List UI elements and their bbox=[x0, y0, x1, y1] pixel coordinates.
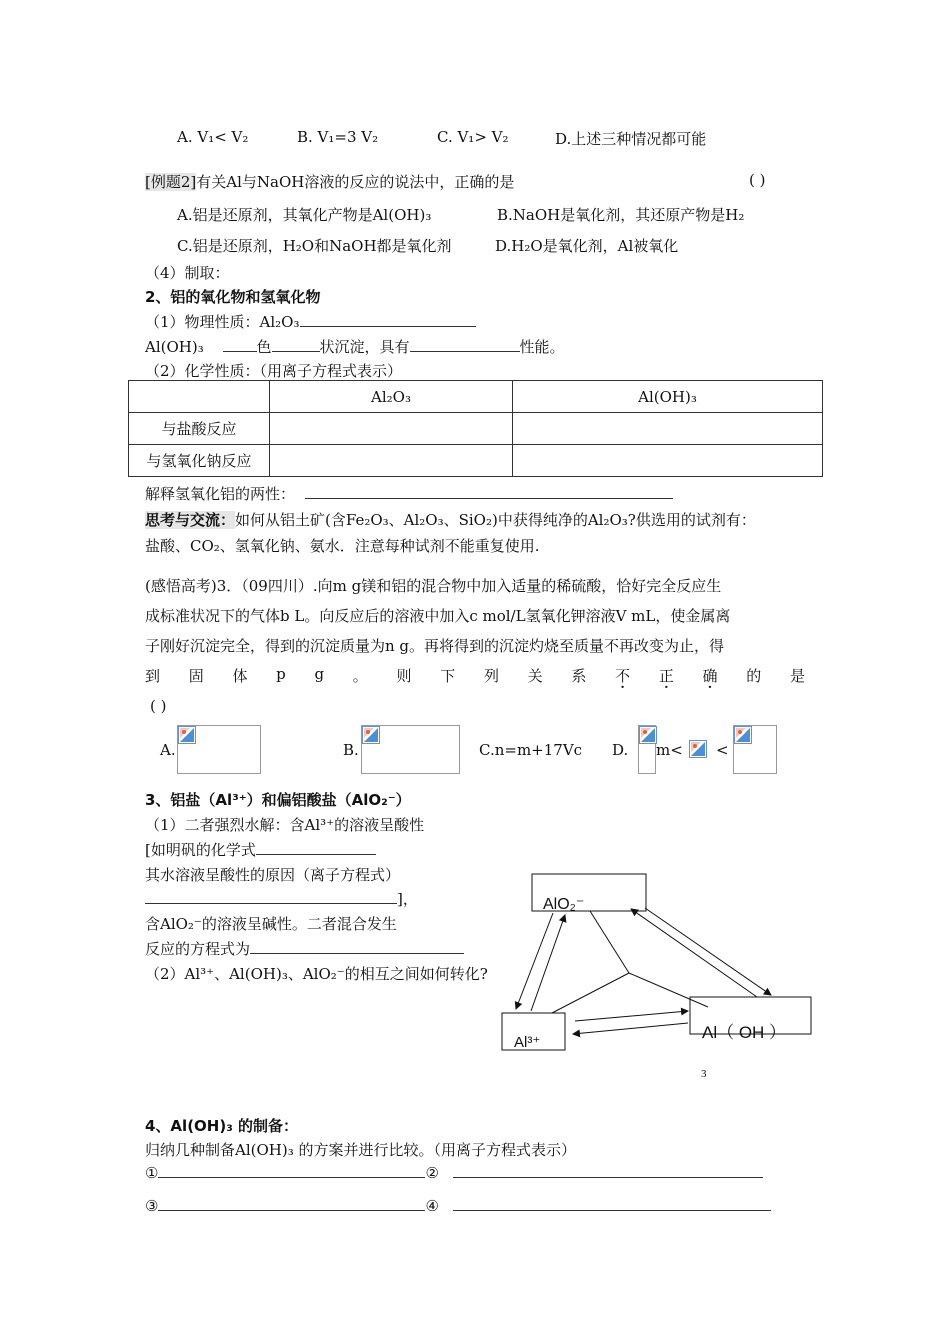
cell-al2o3-naoh[interactable] bbox=[270, 445, 513, 477]
table-header-aloh3: Al(OH)₃ bbox=[513, 381, 823, 413]
section4-title: 4、Al(OH)₃ 的制备： bbox=[145, 1117, 298, 1135]
gaokao-char-emphasis: 不 · bbox=[615, 665, 630, 686]
aloh-prop-line bbox=[145, 336, 565, 357]
chem-properties-table bbox=[128, 380, 823, 477]
think-label: 思考与交流： bbox=[145, 511, 236, 529]
gaokao-line-2: 成标准状况下的气体b L。向反应后的溶液中加入c mol/L氢氧化钾溶液V mL，使金属离 bbox=[145, 607, 731, 625]
section3-line-7: （2）Al³⁺、Al(OH)₃、AlO₂⁻的相互之间如何转化? bbox=[145, 965, 488, 983]
prev-option-c: C. V₁> V₂ bbox=[437, 128, 509, 146]
color-word: 色 bbox=[256, 338, 272, 356]
method-3-marker: ③ bbox=[145, 1197, 159, 1215]
arrow-alo2-to-aloh3 bbox=[645, 908, 771, 995]
gaokao-char: 到 bbox=[145, 667, 161, 685]
section3-title: 3、铝盐（Al³⁺）和偏铝酸盐（AlO₂⁻） bbox=[145, 791, 411, 809]
gaokao-option-a: A. bbox=[160, 741, 176, 759]
broken-image-icon bbox=[178, 726, 196, 744]
state-word: 状沉淀，具有 bbox=[319, 338, 410, 356]
gaokao-char: g bbox=[314, 665, 325, 683]
example2-answer-paren: ( ) bbox=[749, 171, 766, 189]
cell-al2o3-hcl[interactable] bbox=[270, 413, 513, 445]
example2-option-d: D.H₂O是氧化剂，Al被氧化 bbox=[495, 237, 679, 255]
line-center-aloh3 bbox=[629, 973, 708, 1007]
section3-line-1: （1）二者强烈水解：含Al³⁺的溶液呈酸性 bbox=[145, 816, 425, 834]
gaokao-line-3: 子刚好沉淀完全，得到的沉淀质量为n g。再将得到的沉淀灼烧至质量不再改变为止，得 bbox=[145, 637, 725, 655]
prep-line: （4）制取： bbox=[145, 264, 230, 282]
label-aloh3: Al（ OH ） bbox=[702, 1023, 787, 1042]
gaokao-char: 。 bbox=[352, 667, 368, 685]
section3-line-6 bbox=[145, 938, 464, 959]
chem-prop-label: （2）化学性质：（用离子方程式表示） bbox=[145, 362, 403, 380]
example2-stem: 有关Al与NaOH溶液的反应的说法中，正确的是 bbox=[196, 173, 515, 191]
example2-stem-line bbox=[145, 171, 514, 192]
blank-alum-formula[interactable] bbox=[256, 840, 376, 855]
section3-line-5: 含AlO₂⁻的溶液呈碱性。二者混合发生 bbox=[145, 915, 397, 933]
broken-image-icon bbox=[639, 726, 657, 744]
broken-image-icon bbox=[689, 740, 707, 758]
table-row bbox=[129, 413, 823, 445]
method-line-1 bbox=[145, 1163, 763, 1182]
gaokao-char-emphasis: 正 · bbox=[659, 665, 674, 686]
formula-image-d2 bbox=[733, 725, 777, 774]
arrow-alo2-to-al3 bbox=[516, 913, 553, 1009]
blank-mix-equation[interactable] bbox=[250, 939, 464, 954]
broken-image-icon bbox=[734, 726, 752, 744]
amphoteric-line bbox=[145, 483, 673, 504]
gaokao-char: 列 bbox=[483, 667, 499, 685]
formula-image-a bbox=[177, 725, 261, 774]
table-header-al2o3: Al₂O₃ bbox=[270, 381, 513, 413]
arrow-al3-to-alo2 bbox=[531, 915, 565, 1011]
row-label-hcl: 与盐酸反应 bbox=[129, 413, 270, 445]
gaokao-char: 系 bbox=[571, 667, 587, 685]
cell-aloh3-hcl[interactable] bbox=[513, 413, 823, 445]
blank-performance[interactable] bbox=[410, 337, 520, 352]
label-al3: Al³⁺ bbox=[514, 1034, 541, 1051]
blank-al2o3-phys[interactable] bbox=[300, 312, 476, 327]
think-text-1: 如何从铝土矿(含Fe₂O₃、Al₂O₃、SiO₂)中获得纯净的Al₂O₃?供选用的试剂有： bbox=[235, 511, 756, 529]
prev-option-d: D.上述三种情况都可能 bbox=[555, 130, 707, 148]
example2-option-b: B.NaOH是氧化剂，其还原产物是H₂ bbox=[497, 206, 745, 224]
gaokao-option-d: D. bbox=[612, 741, 629, 759]
blank-color[interactable] bbox=[223, 337, 257, 352]
example2-option-a: A.铝是还原剂，其氧化产物是Al(OH)₃ bbox=[177, 206, 432, 224]
gaokao-line-1: (感悟高考)3．（09四川）.向m g镁和铝的混合物中加入适量的稀硫酸，恰好完全反应生 bbox=[145, 577, 722, 595]
method-2-marker: ② bbox=[425, 1164, 439, 1182]
section3-line-2 bbox=[145, 839, 376, 860]
think-line-1 bbox=[145, 509, 756, 530]
formula-image-b bbox=[361, 725, 460, 774]
method-line-2 bbox=[145, 1196, 771, 1215]
label-aloh3-subscript: 3 bbox=[701, 1068, 707, 1080]
perf-word: 性能。 bbox=[519, 338, 565, 356]
gaokao-char-emphasis: 确 · bbox=[703, 665, 718, 686]
gaokao-char: p bbox=[276, 665, 286, 683]
bracket-close: ]， bbox=[397, 890, 418, 908]
blank-hydrolysis-equation[interactable] bbox=[145, 889, 397, 904]
blank-amphoteric[interactable] bbox=[305, 484, 673, 499]
arrow-aloh3-to-al3 bbox=[573, 1023, 688, 1034]
blank-method-2[interactable] bbox=[453, 1163, 763, 1178]
gaokao-line-4 bbox=[145, 665, 805, 686]
arrow-aloh3-to-alo2 bbox=[631, 909, 757, 997]
gaokao-char: 的 bbox=[746, 667, 762, 685]
alum-formula-label: [如明矾的化学式 bbox=[145, 841, 256, 859]
gaokao-answer-paren: ( ) bbox=[150, 697, 167, 715]
aloh-label: Al(OH)₃ bbox=[145, 338, 204, 356]
gaokao-option-c: C.n=m+17Vc bbox=[479, 741, 583, 759]
table-header-empty bbox=[129, 381, 270, 413]
line-alo2-center bbox=[590, 911, 629, 973]
method-1-marker: ① bbox=[145, 1164, 159, 1182]
section4-text: 归纳几种制备Al(OH)₃ 的方案并进行比较。（用离子方程式表示） bbox=[145, 1141, 576, 1159]
cell-aloh3-naoh[interactable] bbox=[513, 445, 823, 477]
amphoteric-label: 解释氢氧化铝的两性： bbox=[145, 485, 296, 503]
gaokao-option-b: B. bbox=[343, 741, 359, 759]
prev-option-a: A. V₁< V₂ bbox=[177, 128, 249, 146]
table-row bbox=[129, 445, 823, 477]
row-label-naoh: 与氢氧化钠反应 bbox=[129, 445, 270, 477]
phys-prop-label: （1）物理性质：Al₂O₃ bbox=[145, 313, 300, 331]
example2-option-c: C.铝是还原剂，H₂O和NaOH都是氧化剂 bbox=[177, 237, 452, 255]
section3-line-3: 其水溶液呈酸性的原因（离子方程式） bbox=[145, 866, 401, 884]
table-header-row bbox=[129, 381, 823, 413]
prev-option-b: B. V₁=3 V₂ bbox=[297, 128, 379, 146]
gaokao-char: 则 bbox=[396, 667, 412, 685]
blank-state[interactable] bbox=[272, 337, 320, 352]
section2-title: 2、铝的氧化物和氢氧化物 bbox=[145, 288, 321, 306]
section3-line-4 bbox=[145, 888, 418, 909]
method-4-marker: ④ bbox=[425, 1197, 439, 1215]
blank-method-1[interactable] bbox=[158, 1163, 425, 1178]
blank-method-4[interactable] bbox=[453, 1196, 771, 1211]
gaokao-char: 关 bbox=[527, 667, 543, 685]
arrow-al3-to-aloh3 bbox=[575, 1011, 688, 1021]
conversion-diagram bbox=[495, 865, 820, 1090]
reaction-equation-label: 反应的方程式为 bbox=[145, 940, 251, 958]
gaokao-char: 体 bbox=[232, 667, 248, 685]
option-d-lt: < bbox=[716, 741, 729, 759]
formula-image-d1 bbox=[638, 725, 656, 774]
blank-method-3[interactable] bbox=[158, 1196, 425, 1211]
phys-prop-line bbox=[145, 311, 476, 332]
think-text-2: 盐酸、CO₂、氢氧化钠、氨水．注意每种试剂不能重复使用. bbox=[145, 537, 540, 555]
option-d-m-lt: m< bbox=[656, 741, 683, 759]
example2-tag: [例题2] bbox=[145, 173, 197, 191]
broken-image-icon bbox=[362, 726, 380, 744]
gaokao-char: 固 bbox=[188, 667, 204, 685]
line-center-al3 bbox=[552, 973, 629, 1013]
label-alo2: AlO₂⁻ bbox=[543, 896, 585, 913]
gaokao-char: 是 bbox=[789, 667, 805, 685]
gaokao-char: 下 bbox=[440, 667, 456, 685]
